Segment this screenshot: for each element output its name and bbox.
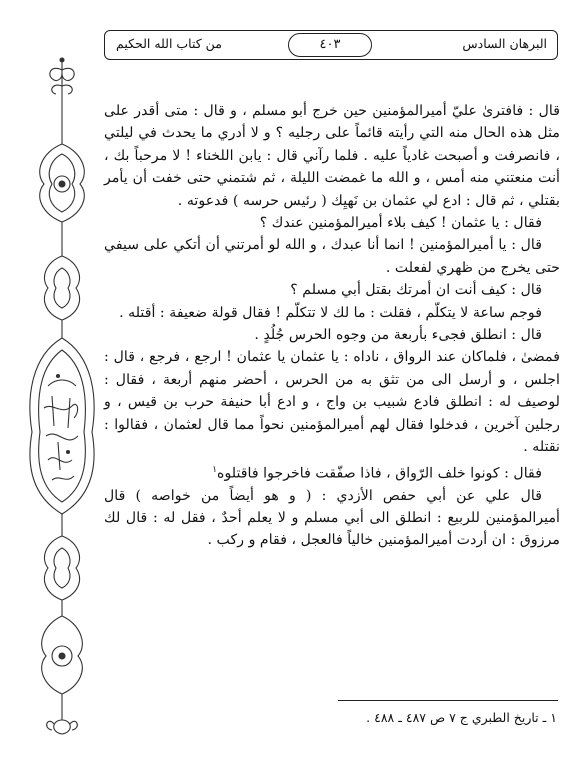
footnote-marker: ١ (212, 464, 218, 475)
paragraph: قال علي عن أبي حفص الأزدي : ( و هو أيضاً من خواصه ) قال أميرالمؤمنين للربيع : انطلق الى أبي مسلم و لا يعلم أحدٌ ، فقل له : قال لك مرزوق : ان أردت أميرالمؤمنين خالياً فالعجل ، فقام و ركب . (104, 487, 560, 549)
floral-ornament-icon (50, 58, 74, 96)
medallion-icon (44, 256, 79, 320)
medallion-icon (40, 144, 85, 222)
calligraphy-cartouche-icon (30, 338, 94, 514)
footnote: ١ ـ تاريخ الطبري ج ٧ ص ٤٨٧ ـ ٤٨٨ . (366, 710, 557, 725)
paragraph: فمضىٰ ، فلماكان عند الرواق ، ناداه : يا عثمان يا عثمان ! ارجع ، فرجع ، قال : اجلس ، و أرسل الى من تثق به من الحرس ، أحضر منهم أربعة ، فقال : لوصيف له : انطلق فادع شبيب بن واج ، و ادع أبا حنيفة حرب بن قيس ، و رجلين آخرين ، فدخلوا فقال لهم أميرالمؤمنين نحواً مما قال لعثمان ، فقالوا : نقتله . (104, 349, 560, 456)
medallion-icon (44, 536, 79, 600)
margin-ornament (22, 56, 102, 736)
medallion-icon (42, 616, 83, 694)
paragraph: قال : يا أميرالمؤمنين ! انما أنا عبدك ، و الله لو أمرتني أن أتكي على سيفي حتى يخرج من ظهري لفعلت . (104, 237, 560, 276)
footnote-divider (338, 700, 558, 701)
paragraph: قال : انطلق فجىء بأربعة من وجوه الحرس جُلُدٍ . (254, 327, 542, 344)
paragraph: قال : كيف أنت ان أمرتك بقتل أبي مسلم ؟ (290, 282, 542, 299)
book-title: من كتاب الله الحكيم (116, 36, 222, 51)
paragraph: فقال : يا عثمان ! كيف بلاء أميرالمؤمنين عندك ؟ (259, 215, 542, 232)
knot-ornament-icon (47, 720, 78, 734)
chapter-title: البرهان السادس (462, 36, 547, 51)
page-number: ٤٠٣ (288, 33, 372, 57)
paragraph-text: فقال : كونوا خلف الرّواق ، فاذا صفّقت فاخرجوا فاقتلوه (217, 465, 542, 482)
paragraph: قال : فافترىٰ عليّ أميرالمؤمنين حين خرج أبو مسلم ، و قال : متى أقدر على مثل هذه الحال منه التي رأيته قائماً على رجليه ؟ و لا أدري ما يحدث في ليلتي ، فانصرفت و أصبحت غادياً عليه . فلما رآني قال : يابن اللخناء ! لا مرحباً بك ، أنت منعتني منه أمس ، و الله ما غمضت الليلة ، ثم شتمني حتى خفت أن يأمر بقتلي ، ثم قال : ادع لي عثمان بن نَهيِك ( رئيس حرسه ) فدعوته . (104, 103, 560, 209)
page-body (104, 100, 560, 552)
paragraph (104, 459, 560, 485)
paragraph: فوجم ساعة لا يتكلّم ، فقلت : ما لك لا تتكلّم ! فقال قولة ضعيفة : أقتله . (119, 304, 542, 321)
